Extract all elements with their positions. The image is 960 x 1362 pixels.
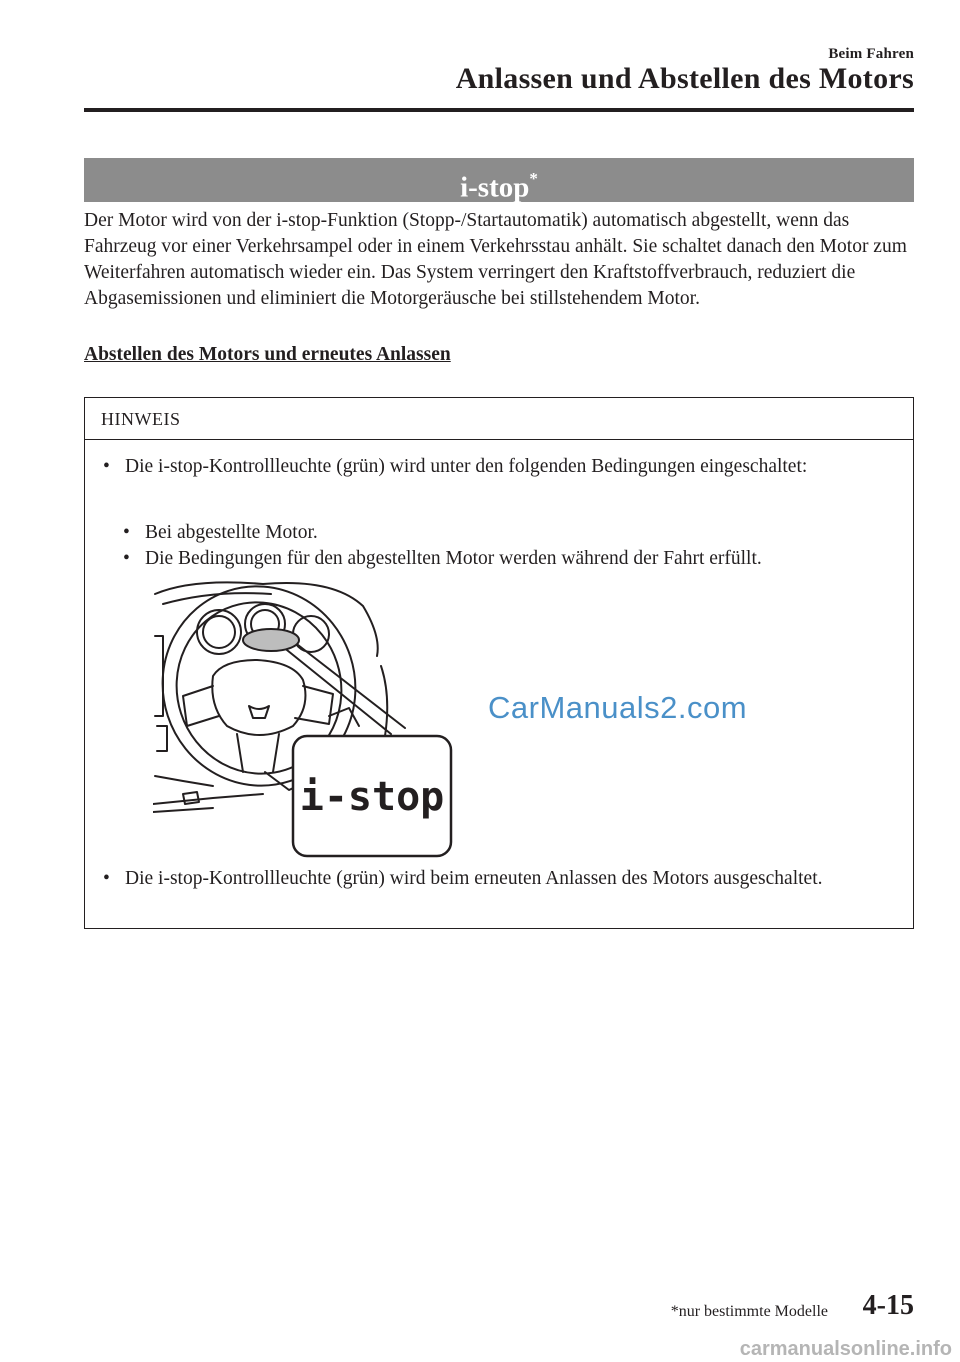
bullet-icon: • <box>103 868 110 889</box>
note-label: HINWEIS <box>85 398 913 440</box>
bullet-icon: • <box>123 522 130 543</box>
footer-note: *nur bestimmte Modelle <box>670 1303 828 1320</box>
watermark-text: CarManuals2.com <box>488 690 748 725</box>
site-watermark: carmanualsonline.info <box>739 1338 952 1360</box>
section-title-bar <box>84 158 914 202</box>
bullet-icon: • <box>123 548 130 569</box>
header-rule <box>84 108 914 112</box>
note-box <box>84 397 914 929</box>
page-number: 4-15 <box>862 1290 914 1321</box>
steering-wheel-illustration <box>153 576 483 858</box>
subheading: Abstellen des Motors und erneutes Anlassen <box>84 344 451 365</box>
header-chapter: Beim Fahren <box>828 46 914 62</box>
bullet-icon: • <box>103 456 110 477</box>
note-subbullet-1 <box>123 520 905 546</box>
note-bullet-1 <box>103 454 825 480</box>
callout-istop-label: i-stop <box>299 774 445 820</box>
page-title: Anlassen und Abstellen des Motors <box>455 62 914 95</box>
section-title: i-stop <box>460 171 530 204</box>
model-marker: * <box>529 169 538 188</box>
note-subbullet-2-text: Die Bedingungen für den abgestellten Motor werden während der Fahrt erfüllt. <box>145 548 762 569</box>
note-subbullet-1-text: Bei abgestellte Motor. <box>145 522 318 543</box>
note-bullet-2 <box>103 866 825 892</box>
intro-paragraph: Der Motor wird von der i-stop-Funktion (Stopp-/Startautomatik) automatisch abgestellt, wenn das Fahrzeug vor einer Verkehrsampel oder in einem Verkehrsstau anhält. Sie schaltet danach den Motor zum Weiterfahren automatisch wieder ein. Das System verringert den Kraftstoffverbrauch, reduziert die Abgasemissionen und eliminiert die Motorgeräusche bei stillstehendem Motor. <box>84 210 907 309</box>
note-subbullet-2 <box>123 546 905 572</box>
note-bullet-2-text: Die i-stop-Kontrollleuchte (grün) wird beim erneuten Anlassen des Motors ausgeschaltet. <box>125 868 823 889</box>
note-bullet-1-text: Die i-stop-Kontrollleuchte (grün) wird unter den folgenden Bedingungen eingeschaltet: <box>125 456 808 477</box>
